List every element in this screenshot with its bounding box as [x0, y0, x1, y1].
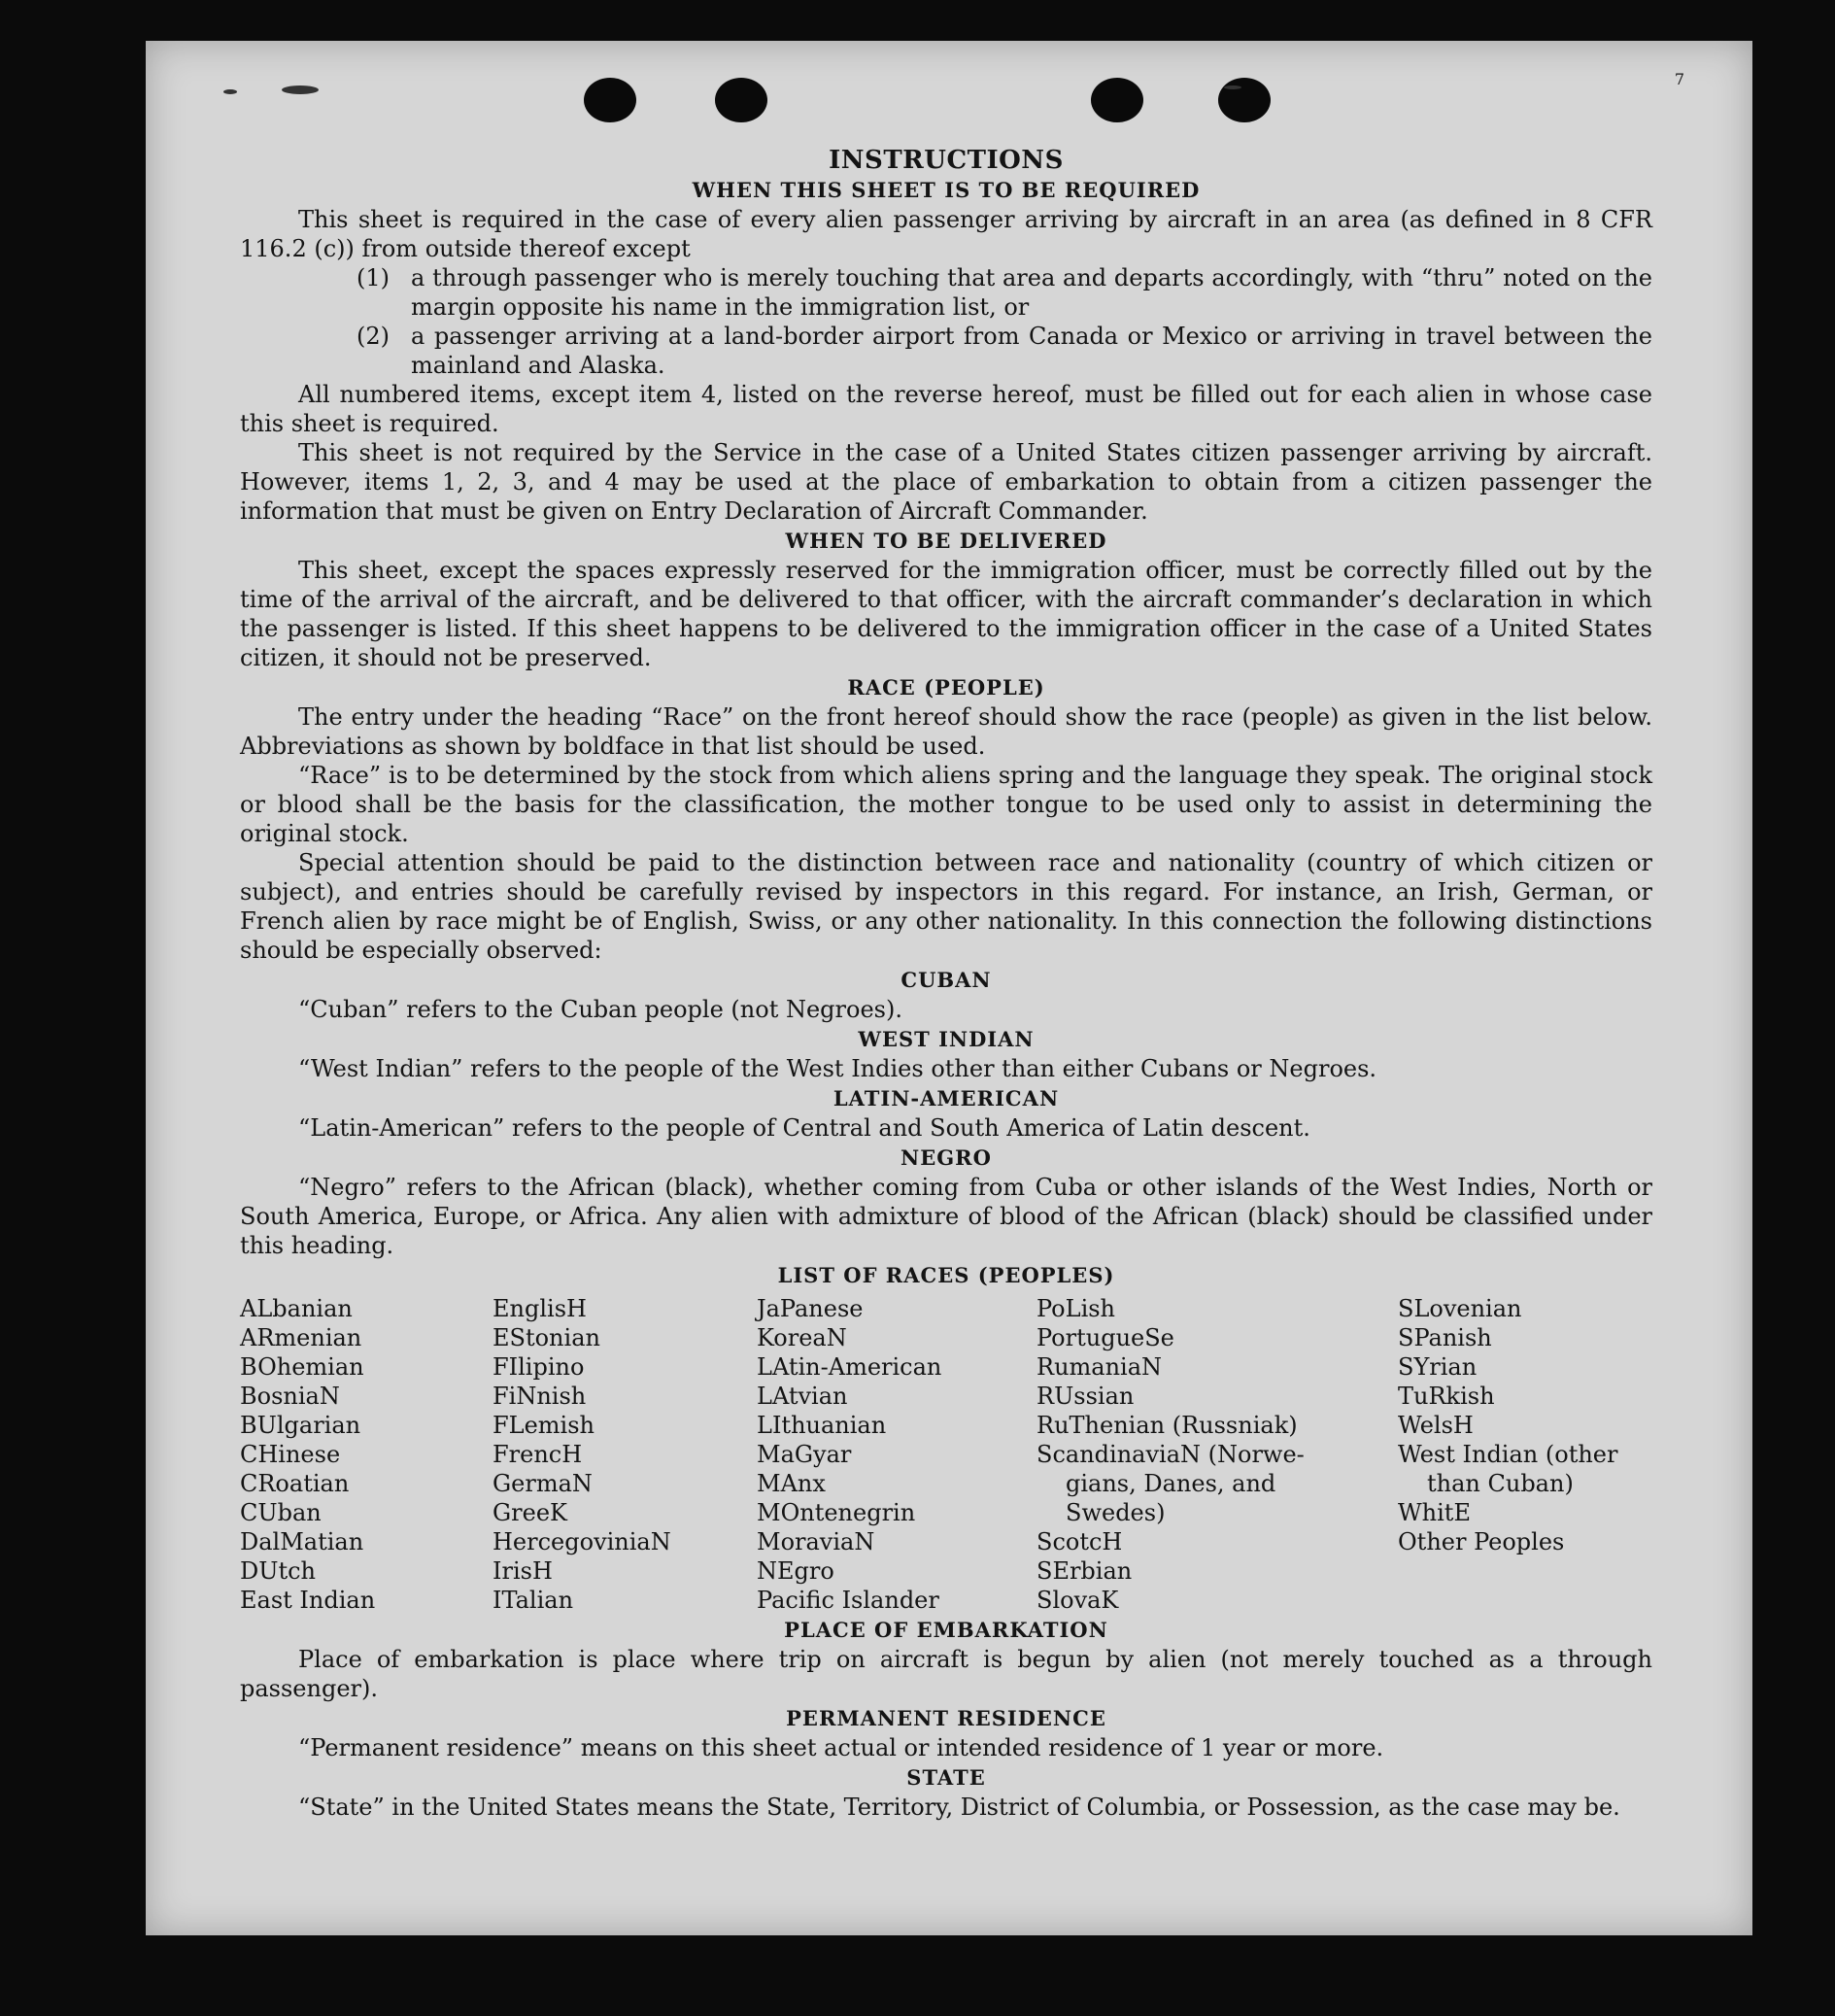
exception-text: a through passenger who is merely touching that area and departs accordingly, with “thru” noted on the margin opposite his name in the immigration list, or [411, 264, 1652, 321]
delivered-paragraph: This sheet, except the spaces expressly reserved for the immigration officer, must be correctly filled out by the time of the arrival of the aircraft, and be delivered to that officer, with the aircraft commander’s declaration in which the passenger is listed. If this sheet happens to be delivered to the immigration officer in the case of a United States citizen, it should not be preserved. [240, 557, 1652, 671]
punch-hole [1091, 78, 1143, 122]
race-entry: JaPanese [757, 1295, 864, 1322]
race-entry: CRoatian [240, 1470, 350, 1497]
race-entry: SPanish [1398, 1324, 1492, 1351]
intro-paragraph: This sheet is required in the case of every alien passenger arriving by aircraft in an area (as defined in 8 CFR 116.2 (c)) from outside thereof except [240, 206, 1652, 262]
races-column [1036, 1294, 1398, 1615]
race-entry: SYrian [1398, 1353, 1478, 1381]
race-entry: WhitE [1398, 1499, 1471, 1526]
race-entry: ITalian [493, 1587, 574, 1614]
residence-paragraph: “Permanent residence” means on this sheet actual or intended residence of 1 year or more. [298, 1734, 1384, 1761]
race-entry: CUban [240, 1499, 322, 1526]
heading-when-delivered: WHEN TO BE DELIVERED [785, 529, 1107, 553]
race-entry: DalMatian [240, 1528, 364, 1555]
heading-race: RACE (PEOPLE) [847, 675, 1045, 700]
races-column [757, 1294, 1036, 1615]
race-entry: BOhemian [240, 1353, 364, 1381]
race-entry: SlovaK [1036, 1587, 1119, 1614]
heading-when-required: WHEN THIS SHEET IS TO BE REQUIRED [692, 178, 1201, 202]
west-indian-paragraph: “West Indian” refers to the people of the West Indies other than either Cubans or Negroes. [298, 1055, 1377, 1082]
corner-mark: 7 [1674, 70, 1684, 88]
race-paragraph-2: “Race” is to be determined by the stock from which aliens spring and the language they speak. The original stock or blood shall be the basis for the classification, the mother tongue to be used only to assist in determining the original stock. [240, 762, 1652, 847]
page-title: INSTRUCTIONS [829, 146, 1064, 175]
punch-hole [584, 78, 636, 122]
race-entry: KoreaN [757, 1324, 847, 1351]
exception-number: (1) [357, 264, 390, 291]
race-entry: West Indian (other [1398, 1441, 1618, 1468]
race-entry: ScotcH [1036, 1528, 1123, 1555]
race-entry: GreeK [493, 1499, 567, 1526]
heading-negro: NEGRO [901, 1145, 992, 1170]
race-entry: IrisH [493, 1557, 553, 1585]
races-column [493, 1294, 757, 1615]
race-entry: East Indian [240, 1587, 376, 1614]
race-entry: MoraviaN [757, 1528, 875, 1555]
race-entry: EnglisH [493, 1295, 587, 1322]
race-entry: EStonian [493, 1324, 600, 1351]
race-paragraph-1: The entry under the heading “Race” on the front hereof should show the race (people) as given in the list below. Abbreviations as shown by boldface in that list should be used. [240, 703, 1652, 760]
race-entry: TuRkish [1398, 1383, 1495, 1410]
race-entry: ARmenian [240, 1324, 362, 1351]
race-entry: RUssian [1036, 1383, 1135, 1410]
document-sheet [146, 41, 1752, 1935]
heading-cuban: CUBAN [901, 968, 992, 992]
instructions-text [240, 146, 1652, 1822]
exception-item [357, 322, 1652, 380]
race-entry: ALbanian [240, 1295, 353, 1322]
race-entry: NEgro [757, 1557, 834, 1585]
heading-list-of-races: LIST OF RACES (PEOPLES) [777, 1263, 1115, 1287]
race-entry: MaGyar [757, 1441, 852, 1468]
races-list [240, 1294, 1652, 1615]
heading-latin-american: LATIN-AMERICAN [833, 1086, 1060, 1111]
exception-number: (2) [357, 323, 390, 350]
race-entry: HercegoviniaN [493, 1528, 671, 1555]
race-entry: GermaN [493, 1470, 593, 1497]
race-entry: PortugueSe [1036, 1324, 1174, 1351]
race-entry: MAnx [757, 1470, 826, 1497]
race-entry: BosniaN [240, 1383, 340, 1410]
heading-state: STATE [906, 1765, 986, 1790]
race-entry: than Cuban) [1427, 1470, 1574, 1497]
race-entry: BUlgarian [240, 1412, 361, 1439]
race-entry: FiNnish [493, 1383, 587, 1410]
numbered-items-paragraph: All numbered items, except item 4, listed on the reverse hereof, must be filled out for each alien in whose case this sheet is required. [240, 381, 1652, 437]
latin-american-paragraph: “Latin-American” refers to the people of Central and South America of Latin descent. [298, 1114, 1310, 1142]
races-column [1398, 1294, 1652, 1615]
race-entry: ScandinaviaN (Norwe- [1036, 1441, 1305, 1468]
race-entry: Other Peoples [1398, 1528, 1565, 1555]
race-entry: LAtvian [757, 1383, 848, 1410]
race-entry: FrencH [493, 1441, 583, 1468]
race-entry: DUtch [240, 1557, 317, 1585]
race-entry: Pacific Islander [757, 1587, 939, 1614]
race-entry: SLovenian [1398, 1295, 1522, 1322]
race-entry: MOntenegrin [757, 1499, 916, 1526]
race-entry: LAtin-American [757, 1353, 942, 1381]
race-entry: FIlipino [493, 1353, 585, 1381]
heading-residence: PERMANENT RESIDENCE [786, 1706, 1106, 1730]
citizen-paragraph: This sheet is not required by the Service in the case of a United States citizen passenger arriving by aircraft. However, items 1, 2, 3, and 4 may be used at the place of embarkation to obtain from a citizen passenger the information that must be given on Entry Declaration of Aircraft Commander. [240, 439, 1652, 525]
negro-paragraph: “Negro” refers to the African (black), whether coming from Cuba or other islands of the West Indies, North or South America, Europe, or Africa. Any alien with admixture of blood of the African (black) should be classified under this heading. [240, 1174, 1652, 1259]
race-entry: SErbian [1036, 1557, 1133, 1585]
race-paragraph-3: Special attention should be paid to the distinction between race and nationality (country of which citizen or subject), and entries should be carefully revised by inspectors in this regard. For instance, an Irish, German, or French alien by race might be of English, Swiss, or any other nationality. In this connection the following distinctions should be especially observed: [240, 849, 1652, 964]
race-entry: LIthuanian [757, 1412, 887, 1439]
race-entry: RumaniaN [1036, 1353, 1163, 1381]
ink-smudge [1224, 85, 1241, 89]
punch-hole [715, 78, 767, 122]
exception-text: a passenger arriving at a land-border airport from Canada or Mexico or arriving in travel between the mainland and Alaska. [411, 323, 1652, 379]
race-entry: Swedes) [1066, 1499, 1166, 1526]
heading-west-indian: WEST INDIAN [858, 1027, 1035, 1051]
race-entry: WelsH [1398, 1412, 1474, 1439]
race-entry: FLemish [493, 1412, 595, 1439]
race-entry: gians, Danes, and [1066, 1470, 1276, 1497]
races-column [240, 1294, 493, 1615]
ink-smudge [282, 85, 319, 94]
race-entry: RuThenian (Russniak) [1036, 1412, 1298, 1439]
embarkation-paragraph: Place of embarkation is place where trip on aircraft is begun by alien (not merely touched as a through passenger). [240, 1646, 1652, 1702]
heading-embarkation: PLACE OF EMBARKATION [784, 1618, 1108, 1642]
ink-smudge [223, 89, 237, 94]
exception-item [357, 263, 1652, 322]
punch-hole [1218, 78, 1271, 122]
race-entry: CHinese [240, 1441, 341, 1468]
race-entry: PoLish [1036, 1295, 1116, 1322]
state-paragraph: “State” in the United States means the State, Territory, District of Columbia, or Possession, as the case may be. [298, 1794, 1620, 1821]
cuban-paragraph: “Cuban” refers to the Cuban people (not Negroes). [298, 996, 902, 1023]
